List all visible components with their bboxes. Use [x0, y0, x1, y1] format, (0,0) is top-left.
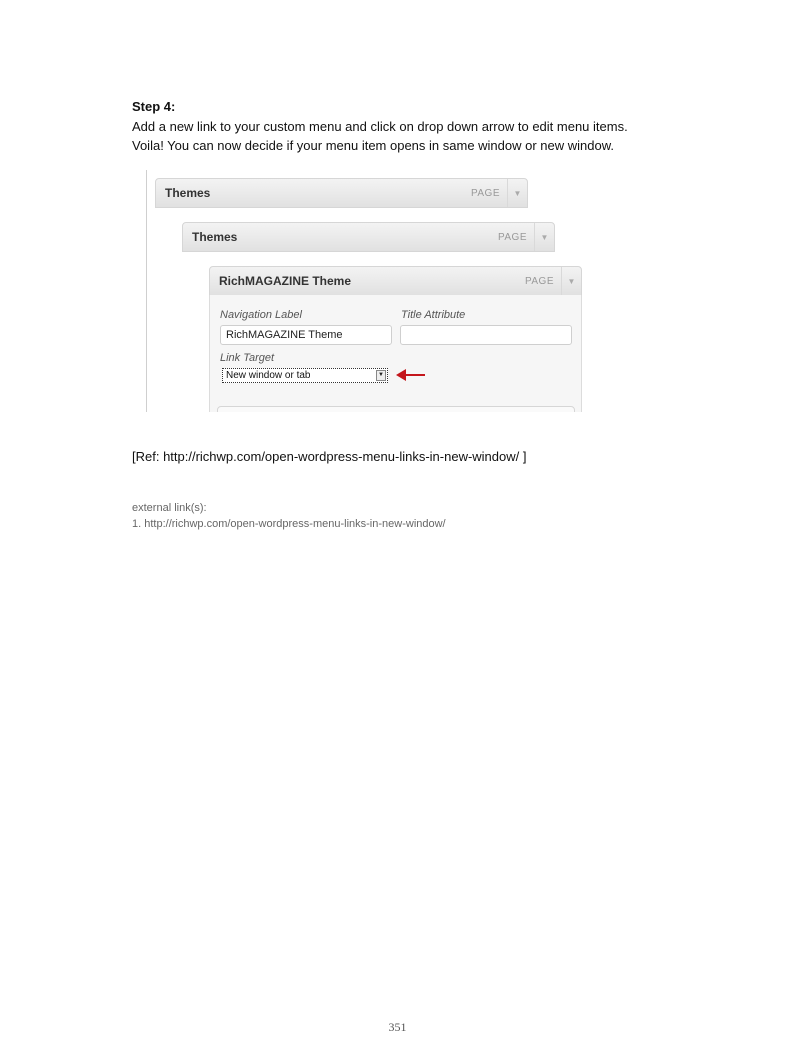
red-arrow-icon — [396, 368, 426, 382]
navigation-label-caption: Navigation Label — [220, 309, 302, 321]
step-heading: Step 4: — [132, 99, 176, 114]
menu-item-settings — [209, 295, 582, 412]
dropdown-arrow-icon[interactable]: ▼ — [507, 179, 527, 207]
dropdown-arrow-icon[interactable]: ▼ — [534, 223, 554, 251]
menu-item-title: Themes — [192, 230, 238, 244]
external-links-heading: external link(s): — [132, 502, 207, 514]
title-attribute-input[interactable] — [400, 325, 572, 345]
menu-item-bar[interactable] — [209, 266, 582, 296]
menu-item-type: PAGE — [497, 232, 527, 243]
dropdown-arrow-icon[interactable]: ▼ — [561, 267, 581, 295]
navigation-label-input[interactable]: RichMAGAZINE Theme — [220, 325, 392, 345]
screenshot-left-rule — [146, 170, 147, 412]
instruction-line-2: Voila! You can now decide if your menu item opens in same window or new window. — [132, 138, 615, 153]
menu-item-title: RichMAGAZINE Theme — [219, 274, 352, 288]
select-arrow-icon[interactable]: ▼ — [376, 370, 386, 381]
page-number: 351 — [388, 1020, 407, 1034]
external-link-item[interactable]: 1. http://richwp.com/open-wordpress-menu-links-in-new-window/ — [132, 518, 446, 530]
link-target-selected-value: New window or tab — [226, 370, 311, 381]
instruction-line-1: Add a new link to your custom menu and click on drop down arrow to edit menu items. — [132, 119, 628, 134]
menu-item-type: PAGE — [470, 188, 500, 199]
link-target-select[interactable] — [222, 368, 388, 383]
menu-item-bar[interactable] — [182, 222, 555, 252]
reference-link[interactable]: [Ref: http://richwp.com/open-wordpress-menu-links-in-new-window/ ] — [132, 449, 527, 464]
link-target-caption: Link Target — [220, 352, 275, 364]
menu-item-type: PAGE — [524, 276, 554, 287]
menu-item-title: Themes — [165, 186, 211, 200]
title-attribute-caption: Title Attribute — [401, 309, 466, 321]
next-menu-item-fragment — [217, 406, 575, 412]
menu-editor-screenshot — [134, 170, 584, 412]
menu-item-bar[interactable] — [155, 178, 528, 208]
